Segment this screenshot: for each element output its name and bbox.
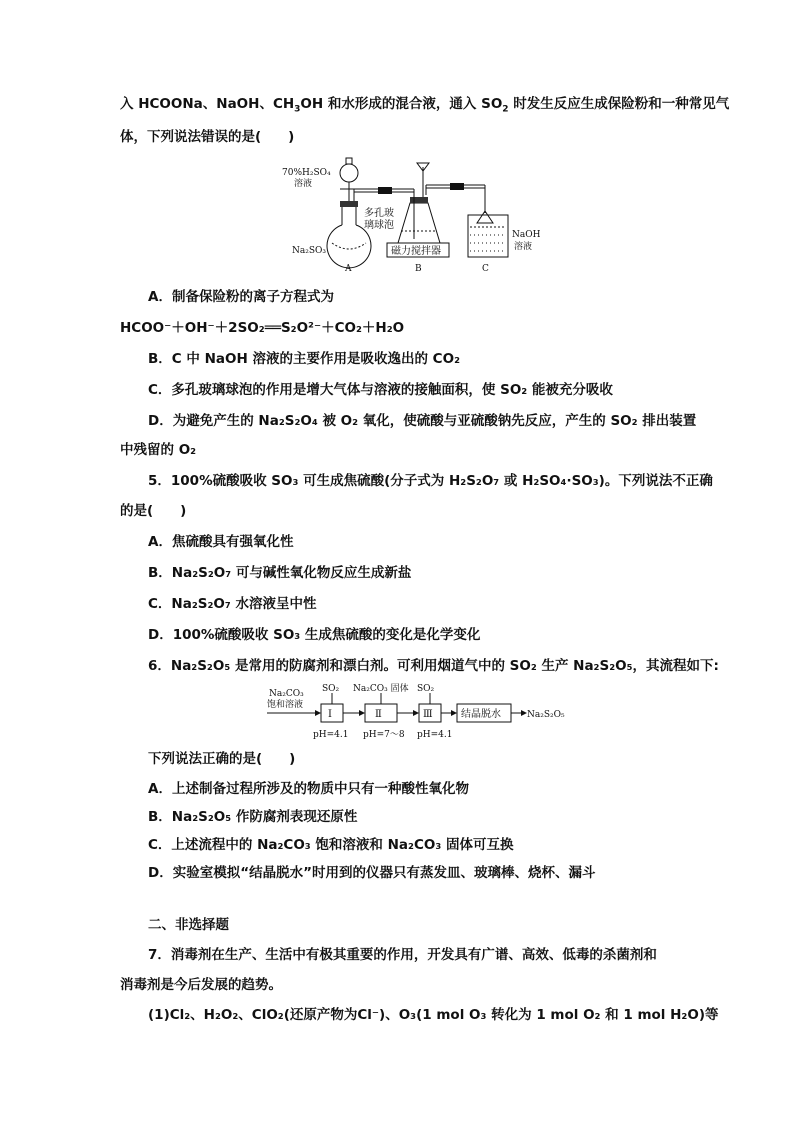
q4-option-a: A．制备保险粉的离子方程式为	[148, 289, 334, 305]
ph-1: pH=4.1	[313, 730, 349, 740]
q4-equation: HCOO⁻＋OH⁻＋2SO₂══S₂O²⁻＋CO₂＋H₂O	[120, 320, 405, 336]
q6-option-c: C．上述流程中的 Na₂CO₃ 饱和溶液和 Na₂CO₃ 固体可互换	[148, 837, 514, 853]
q4-intro-line1: 入 HCOONa、NaOH、$CH_3OH$ 和水形成的混合液，通入 $SO_2$ 时发生反应生成保险粉和一种常见气	[120, 96, 730, 115]
section-title: 二、非选择题	[148, 917, 229, 933]
q5-option-d: D．100%硫酸吸收 SO₃ 生成焦硫酸的变化是化学变化	[148, 627, 481, 643]
q4-option-d-1: D．为避免产生的 Na₂S₂O₄ 被 O₂ 氧化，使硫酸与亚硫酸钠先反应，产生的 SO₂ 排出装置	[148, 413, 697, 429]
solid-label: Na₂CO₃ 固体	[353, 684, 409, 694]
reagent-label: Na₂SO₃	[292, 246, 327, 256]
q5-stem-1: 5．100%硫酸吸收 SO₃ 可生成焦硫酸(分子式为 H₂S₂O₇ 或 H₂SO₄·SO₃)。下列说法不正确	[148, 473, 713, 489]
flow-input-1: Na₂CO₃	[269, 689, 304, 699]
q6-ask: 下列说法正确的是( )	[148, 751, 296, 767]
naoh-label-2: 溶液	[514, 242, 533, 252]
q7-line-1: 7．消毒剂在生产、生活中有极其重要的作用，开发具有广谱、高效、低毒的杀菌剂和	[148, 947, 657, 963]
flow-figure	[265, 680, 565, 742]
so2-2: SO₂	[417, 684, 435, 694]
stirrer-label: 磁力搅拌器	[391, 246, 441, 257]
label-a: A	[345, 264, 352, 274]
acid-label: 70%H₂SO₄	[282, 168, 331, 178]
q4-option-d-2: 中残留的 O₂	[120, 442, 197, 458]
q5-option-c: C．Na₂S₂O₇ 水溶液呈中性	[148, 596, 317, 612]
product-label: Na₂S₂O₅	[527, 710, 565, 720]
q6-stem: 6．Na₂S₂O₅ 是常用的防腐剂和漂白剂。可利用烟道气中的 SO₂ 生产 Na₂S₂O₅，其流程如下:	[148, 658, 719, 674]
acid-label-2: 溶液	[294, 179, 313, 189]
q6-option-a: A．上述制备过程所涉及的物质中只有一种酸性氧化物	[148, 781, 469, 797]
stage-2: Ⅱ	[375, 709, 382, 720]
q6-option-b: B．Na₂S₂O₅ 作防腐剂表现还原性	[148, 809, 358, 825]
q7-line-3: (1)Cl₂、H₂O₂、ClO₂(还原产物为Cl⁻)、O₃(1 mol O₃ 转化为 1 mol O₂ 和 1 mol H₂O)等	[148, 1007, 719, 1023]
q5-stem-2: 的是( )	[120, 503, 187, 519]
label-b: B	[415, 264, 422, 274]
bulb-label: 多孔玻	[364, 208, 394, 219]
apparatus-figure	[280, 155, 550, 275]
naoh-label: NaOH	[512, 230, 541, 240]
q5-option-a: A．焦硫酸具有强氧化性	[148, 534, 294, 550]
stage-1: Ⅰ	[328, 709, 332, 720]
q5-option-b: B．Na₂S₂O₇ 可与碱性氧化物反应生成新盐	[148, 565, 412, 581]
q4-option-c: C．多孔玻璃球泡的作用是增大气体与溶液的接触面积，使 SO₂ 能被充分吸收	[148, 382, 613, 398]
ph-2: pH=7～8	[363, 730, 405, 740]
stage-3: Ⅲ	[423, 709, 433, 720]
label-c: C	[482, 264, 489, 274]
q4-option-b: B．C 中 NaOH 溶液的主要作用是吸收逸出的 CO₂	[148, 351, 460, 367]
q6-option-d: D．实验室模拟“结晶脱水”时用到的仪器只有蒸发皿、玻璃棒、烧杯、漏斗	[148, 865, 596, 881]
q4-intro-line2: 体，下列说法错误的是( )	[120, 129, 295, 145]
so2-1: SO₂	[322, 684, 340, 694]
flow-input-2: 饱和溶液	[267, 700, 304, 710]
crystallize-label: 结晶脱水	[461, 709, 501, 720]
ph-3: pH=4.1	[417, 730, 453, 740]
bulb-label-2: 璃球泡	[364, 220, 394, 231]
q7-line-2: 消毒剂是今后发展的趋势。	[120, 977, 282, 993]
